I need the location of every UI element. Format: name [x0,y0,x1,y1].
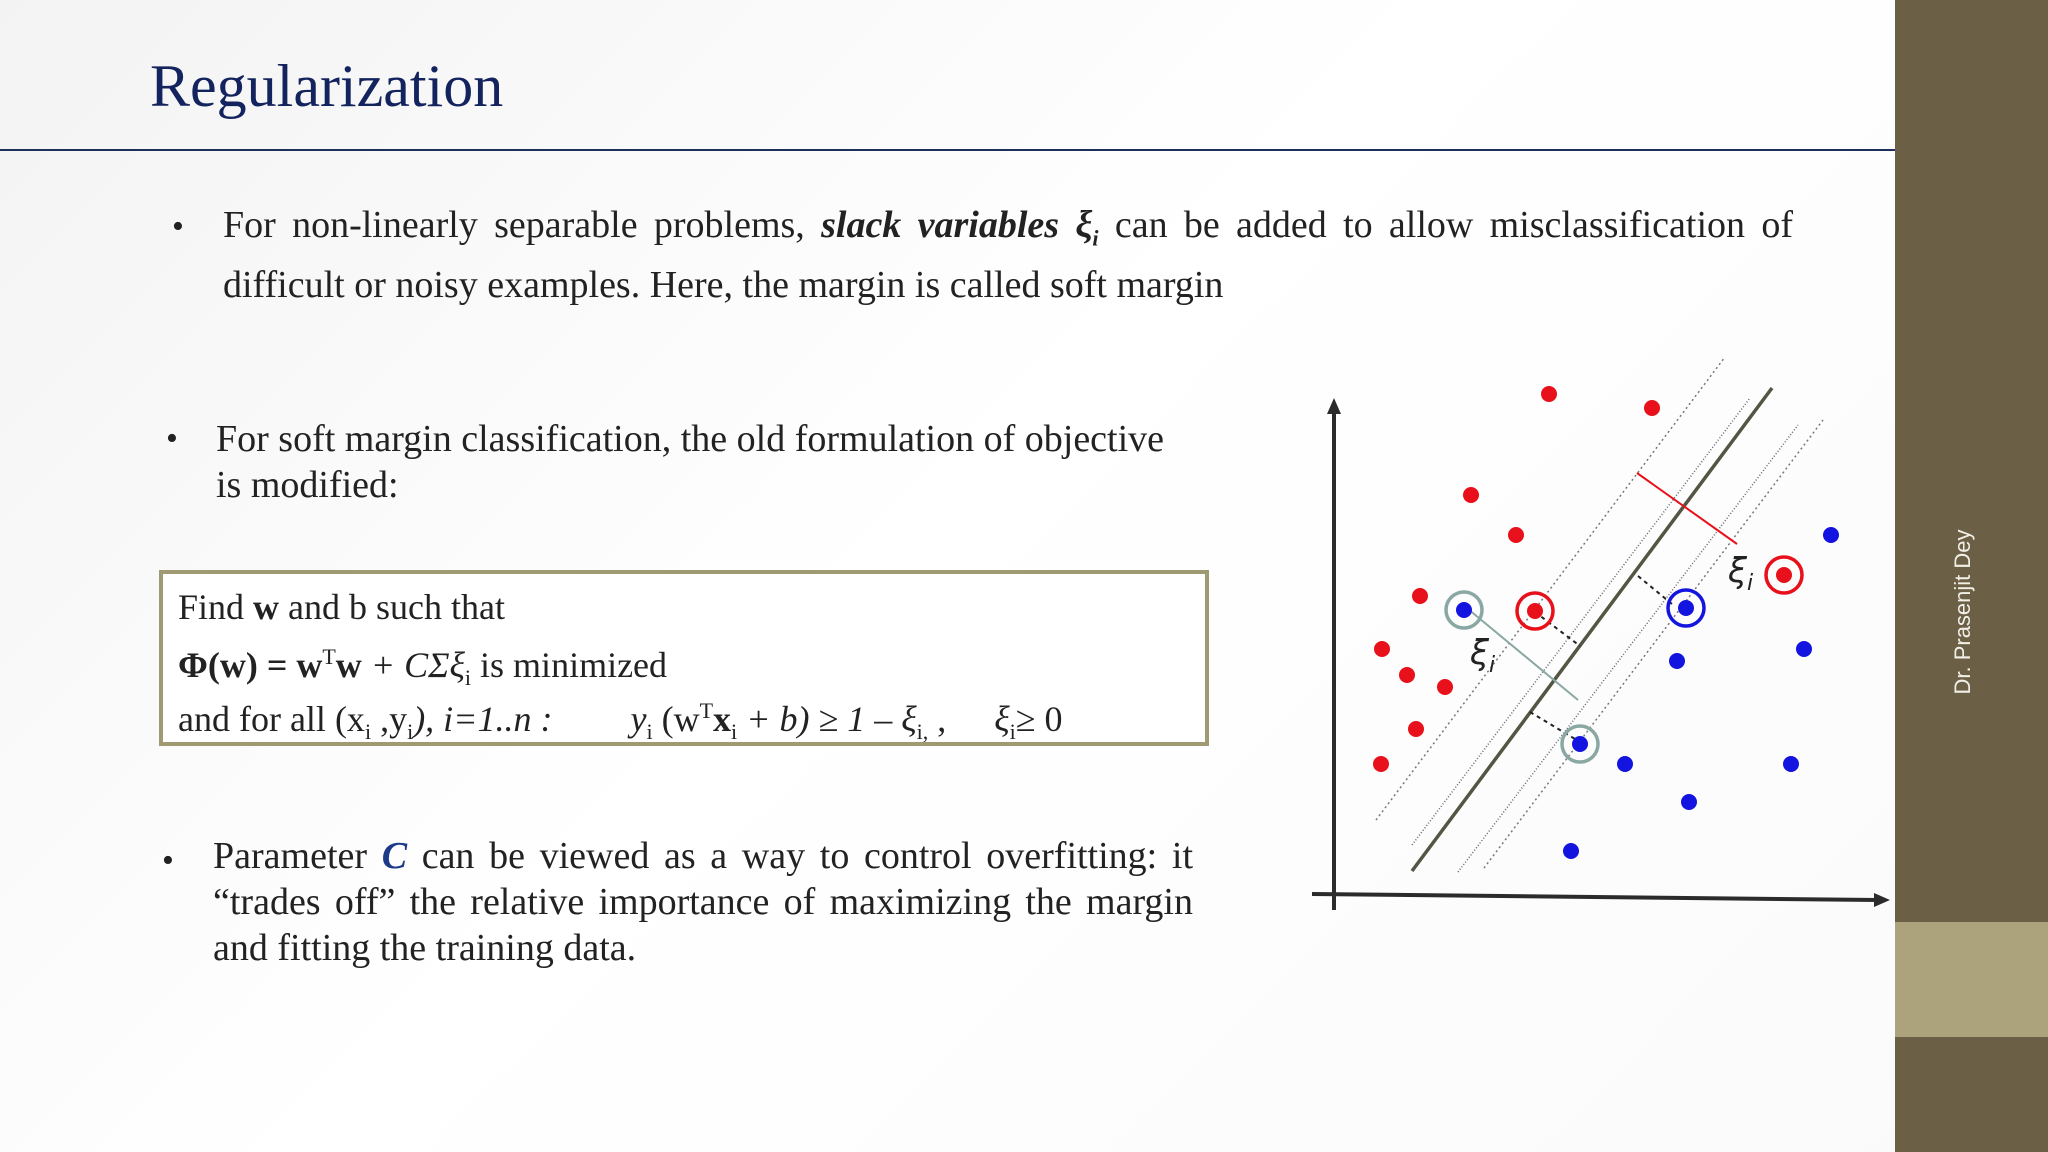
bullet-1-sub: i [1092,225,1099,251]
slack-line-red [1637,473,1737,544]
up-arrow-icon [1327,398,1341,414]
author-label: Dr. Prasenjit Dey [1950,529,1975,695]
bullet-marker-3: • [162,842,174,879]
bullet-marker-1: • [172,208,184,245]
x-axis [1312,894,1878,900]
parameter-c: C [381,835,408,877]
svm-soft-margin-diagram [1300,340,1900,940]
right-arrow-icon [1874,893,1890,907]
bullet-1-post: can be added to allow misclassification of difficult or noisy examples. Here, the margin is called soft margin [223,204,1793,306]
bullet-1-text [223,202,1793,308]
formula-line-1: Find w and b such that [178,587,505,627]
dashed-perp-1 [1638,576,1672,604]
xi-label-1: $\xi_i$ [1728,551,1754,596]
bullet-2-text: For soft margin classification, the old formulation of objective is modified: [216,418,1165,506]
outer-margin-right [1484,420,1823,868]
title-rule [0,149,2048,151]
bullet-1-bold: slack variables ξ [821,204,1093,246]
formula-line-3: and for all ($x_i$ $,y_i$), i=1..n : $y_i$ $(w^Tx_i + b) \ge 1 - \xi_{i,}$ , $\xi_i\ge 0$ [178,698,1063,745]
formula-box [159,570,1209,746]
sidebar-accent [1895,922,2048,1037]
xi-label-2: $\xi_i$ [1470,633,1496,678]
bullet-marker-2: • [166,420,178,457]
bullet-3-text: Parameter C can be viewed as a way to control overfitting: it “trades off” the relative importance of maximizing the margin and fitting the training data. [213,835,1193,969]
margin-right [1458,425,1798,872]
slide-title: Regularization [150,53,504,119]
bullet-1-pre: For non-linearly separable problems, [223,204,822,246]
outer-margin-left [1376,357,1725,820]
formula-line-2: $\Phi(w) = w^Tw + C\Sigma\xi_i$ is minimized [178,644,668,691]
